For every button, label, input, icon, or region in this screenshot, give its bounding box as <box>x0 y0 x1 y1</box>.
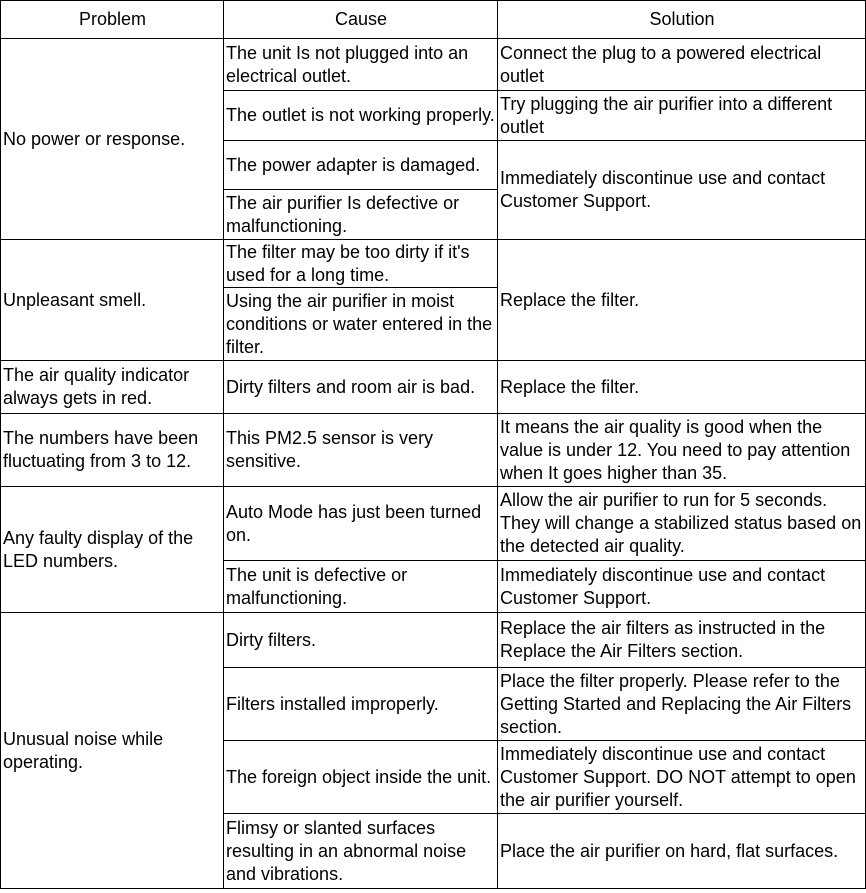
cause-column-header: Cause <box>224 1 498 39</box>
cause-cell: Filters installed improperly. <box>224 668 498 741</box>
cause-cell: The unit Is not plugged into an electrical outlet. <box>224 39 498 91</box>
cause-cell: The foreign object inside the unit. <box>224 741 498 814</box>
table-row <box>1 414 866 487</box>
solution-cell: Try plugging the air purifier into a different outlet <box>498 91 866 141</box>
cause-cell: Using the air purifier in moist conditions or water entered in the filter. <box>224 288 498 361</box>
cause-cell: The unit is defective or malfunctioning. <box>224 561 498 613</box>
cause-cell: Auto Mode has just been turned on. <box>224 487 498 561</box>
table-row <box>1 240 866 288</box>
cause-cell: Flimsy or slanted surfaces resulting in an abnormal noise and vibrations. <box>224 814 498 889</box>
cause-cell: The air purifier Is defective or malfunctioning. <box>224 190 498 240</box>
problem-column-header: Problem <box>1 1 224 39</box>
problem-cell: Any faulty display of the LED numbers. <box>1 487 224 613</box>
problem-cell: No power or response. <box>1 39 224 240</box>
problem-cell: The numbers have been fluctuating from 3 to 12. <box>1 414 224 487</box>
solution-cell: Connect the plug to a powered electrical outlet <box>498 39 866 91</box>
table-row <box>1 613 866 668</box>
solution-cell: Replace the filter. <box>498 240 866 361</box>
table-row <box>1 361 866 414</box>
cause-cell: Dirty filters and room air is bad. <box>224 361 498 414</box>
solution-column-header: Solution <box>498 1 866 39</box>
cause-cell: This PM2.5 sensor is very sensitive. <box>224 414 498 487</box>
cause-cell: The outlet is not working properly. <box>224 91 498 141</box>
solution-cell: Immediately discontinue use and contact Customer Support. DO NOT attempt to open the air purifier yourself. <box>498 741 866 814</box>
solution-cell: Place the filter properly. Please refer to the Getting Started and Replacing the Air Filters section. <box>498 668 866 741</box>
table-row <box>1 487 866 561</box>
problem-cell: Unusual noise while operating. <box>1 613 224 889</box>
cause-cell: The filter may be too dirty if it's used for a long time. <box>224 240 498 288</box>
solution-cell: Allow the air purifier to run for 5 seconds. They will change a stabilized status based on the detected air quality. <box>498 487 866 561</box>
cause-cell: The power adapter is damaged. <box>224 141 498 190</box>
solution-cell: Place the air purifier on hard, flat surfaces. <box>498 814 866 889</box>
problem-cell: Unpleasant smell. <box>1 240 224 361</box>
solution-cell: Replace the air filters as instructed in the Replace the Air Filters section. <box>498 613 866 668</box>
header-row <box>1 1 866 39</box>
table-row <box>1 39 866 91</box>
solution-cell: Immediately discontinue use and contact Customer Support. <box>498 561 866 613</box>
solution-cell: Replace the filter. <box>498 361 866 414</box>
cause-cell: Dirty filters. <box>224 613 498 668</box>
solution-cell: Immediately discontinue use and contact Customer Support. <box>498 141 866 240</box>
solution-cell: It means the air quality is good when the value is under 12. You need to pay attention when It goes higher than 35. <box>498 414 866 487</box>
problem-cell: The air quality indicator always gets in red. <box>1 361 224 414</box>
